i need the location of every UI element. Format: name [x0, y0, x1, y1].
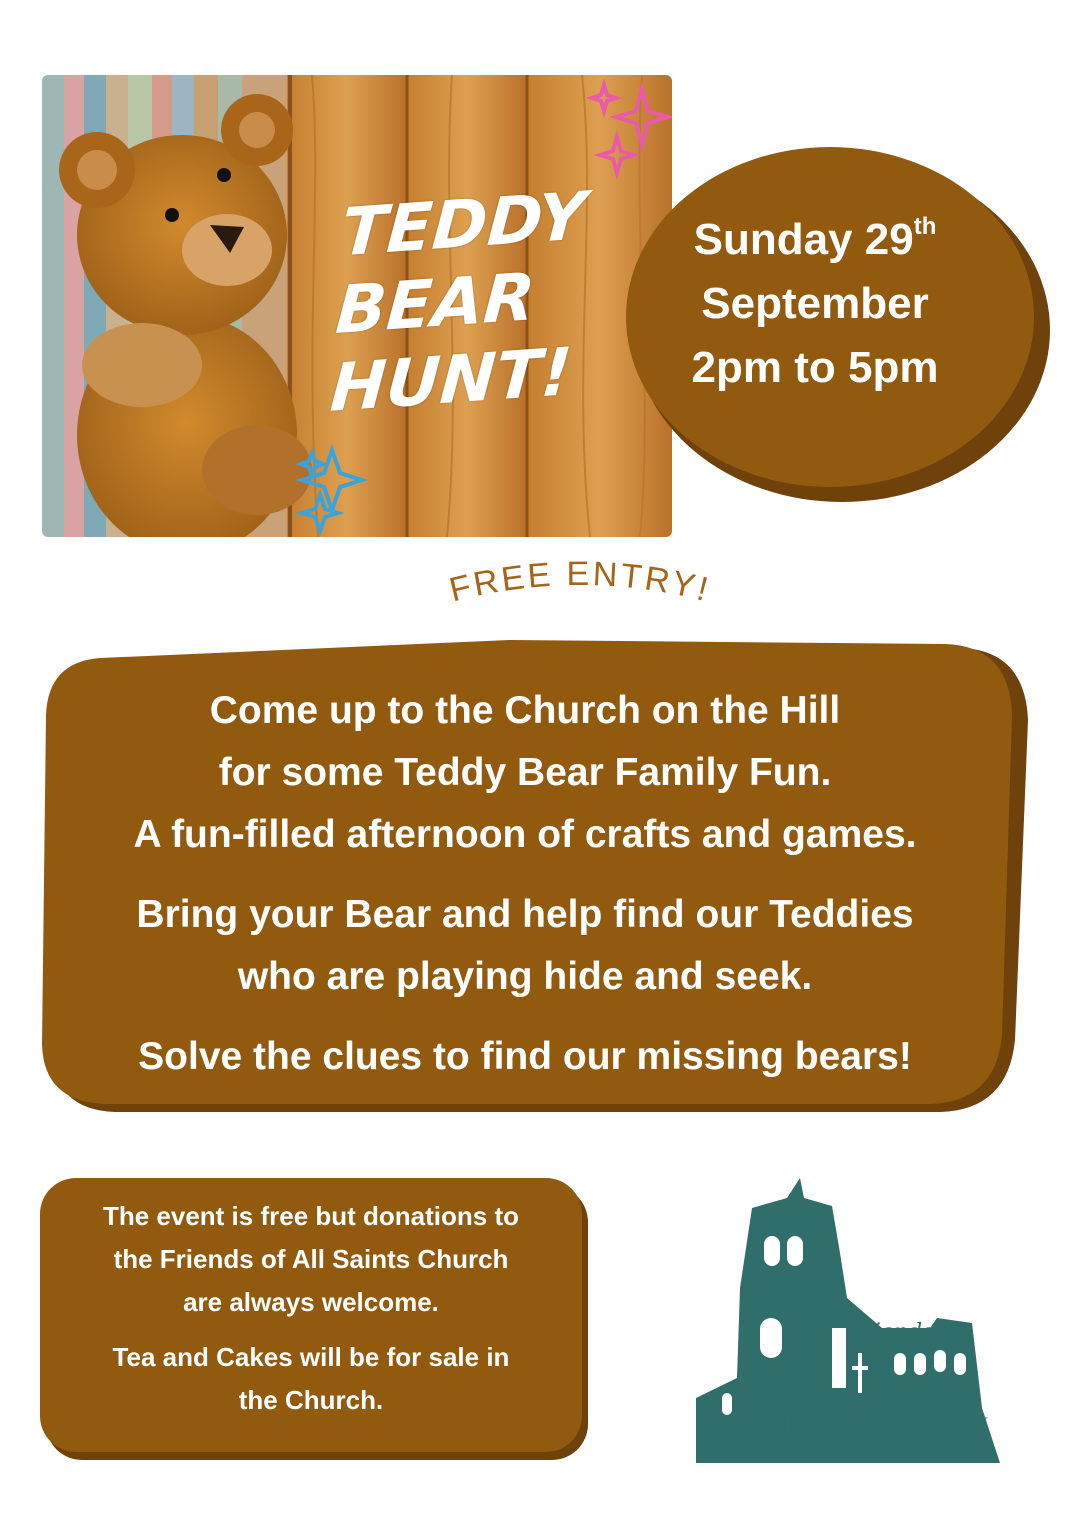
main-info-text	[50, 680, 1000, 1106]
event-day: Sunday 29th	[693, 213, 937, 264]
hero-title-line: HUNT!	[327, 333, 575, 427]
donations-paragraph: The event is free but donations to the Friends of All Saints Church are always welcome.	[102, 1201, 520, 1317]
main-paragraph: Bring your Bear and help find our Teddies who are playing hide and seek.	[136, 893, 914, 998]
donations-text	[40, 1195, 582, 1434]
logo-script-text: Friends of	[848, 1320, 962, 1345]
main-paragraph: Come up to the Church on the Hill for some Teddy Bear Family Fun. A fun-filled afternoon of crafts and games.	[133, 689, 917, 856]
donations-paragraph: Tea and Cakes will be for sale in the Church.	[112, 1342, 510, 1415]
event-time: 2pm to 5pm	[691, 343, 939, 392]
logo-name-text: ALL SAINTS SHILLINGTON	[701, 1412, 989, 1437]
free-entry-text: FREE ENTRY!	[445, 554, 715, 610]
event-date	[650, 195, 980, 400]
hero-title-line: TEDDY	[338, 177, 589, 272]
event-month: September	[701, 279, 929, 328]
hero-title	[328, 176, 606, 428]
free-entry-label	[380, 540, 780, 630]
main-paragraph: Solve the clues to find our missing bears!	[138, 1035, 912, 1078]
svg-text:FREE ENTRY!	[446, 555, 715, 610]
hero-title-line: BEAR	[333, 258, 538, 349]
hero-image	[42, 75, 672, 537]
